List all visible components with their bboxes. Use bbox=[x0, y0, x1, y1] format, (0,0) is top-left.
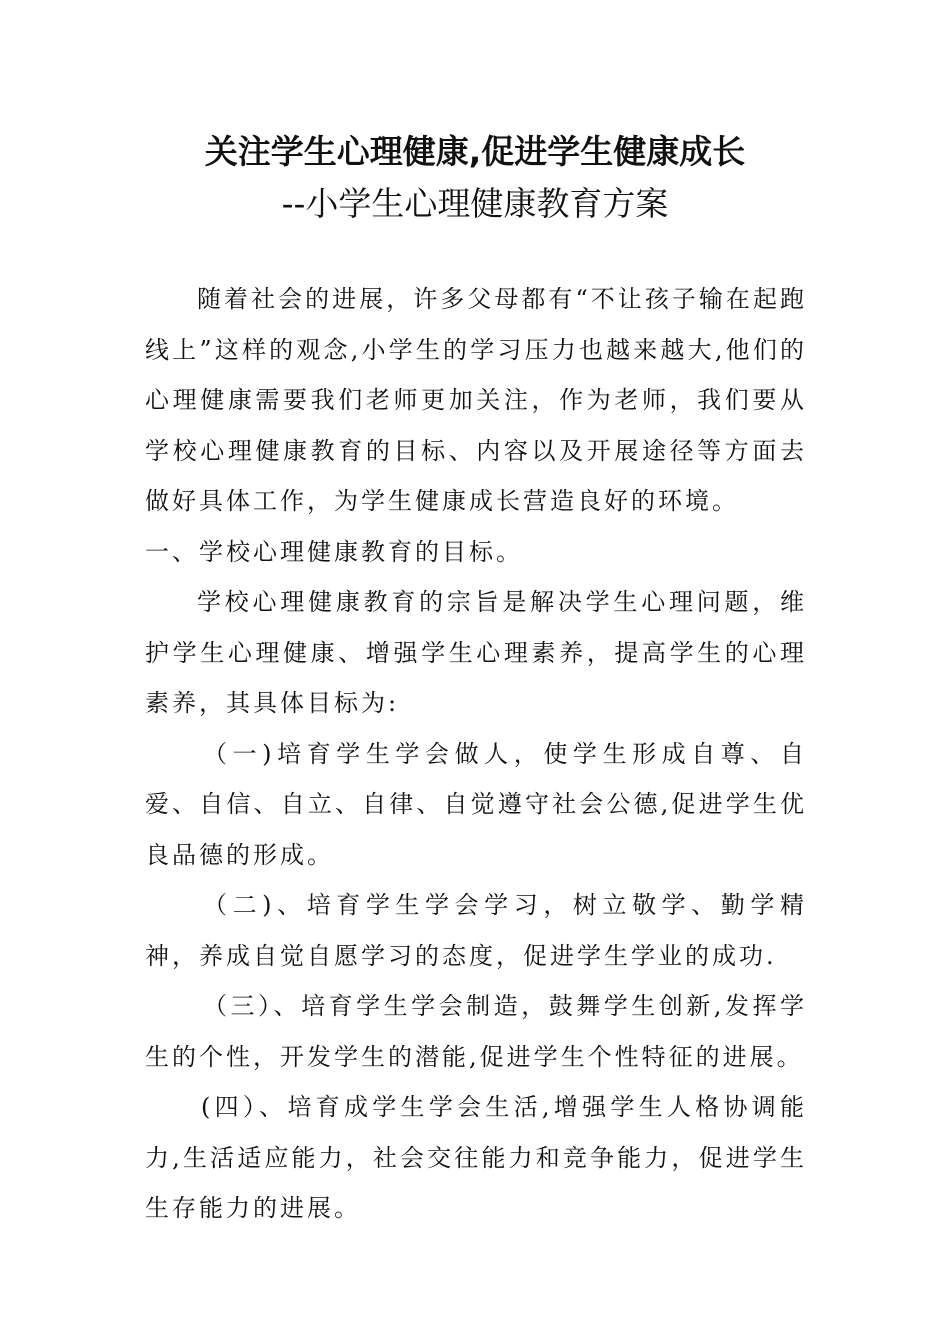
document-subtitle: --小学生心理健康教育方案 bbox=[281, 184, 669, 223]
paragraph-goal-2: （二)、培育学生学会学习，树立敬学、勤学精神，养成自觉自愿学习的态度，促进学生学业的成功. bbox=[145, 891, 807, 970]
document-title: 关注学生心理健康,促进学生健康成长 bbox=[204, 132, 746, 171]
paragraph-goals-intro: 学校心理健康教育的宗旨是解决学生心理问题，维护学生心理健康、增强学生心理素养，提高学生的心理素养，其具体目标为: bbox=[145, 588, 807, 717]
paragraph-goal-1: （一)培育学生学会做人，使学生形成自尊、自爱、自信、自立、自律、自觉遵守社会公德,促进学生优良品德的形成。 bbox=[145, 739, 807, 869]
paragraph-goal-3: （三）、培育学生学会制造，鼓舞学生创新,发挥学生的个性，开发学生的潜能,促进学生个性特征的进展。 bbox=[145, 992, 807, 1071]
paragraph-goal-4: (四）、培育成学生学会生活,增强学生人格协调能力,生活适应能力，社会交往能力和竞争能力，促进学生生存能力的进展。 bbox=[145, 1093, 807, 1222]
paragraph-intro: 随着社会的进展，许多父母都有“不让孩子输在起跑线上”这样的观念,小学生的学习压力也越来越大,他们的心理健康需要我们老师更加关注，作为老师，我们要从学校心理健康教育的目标、内容以及开展途径等方面去做好具体工作，为学生健康成长营造良好的环境。 bbox=[145, 285, 807, 515]
document-body bbox=[145, 274, 807, 1234]
title-block bbox=[0, 128, 950, 228]
section-heading-goals: 一、学校心理健康教育的目标。 bbox=[145, 537, 523, 566]
